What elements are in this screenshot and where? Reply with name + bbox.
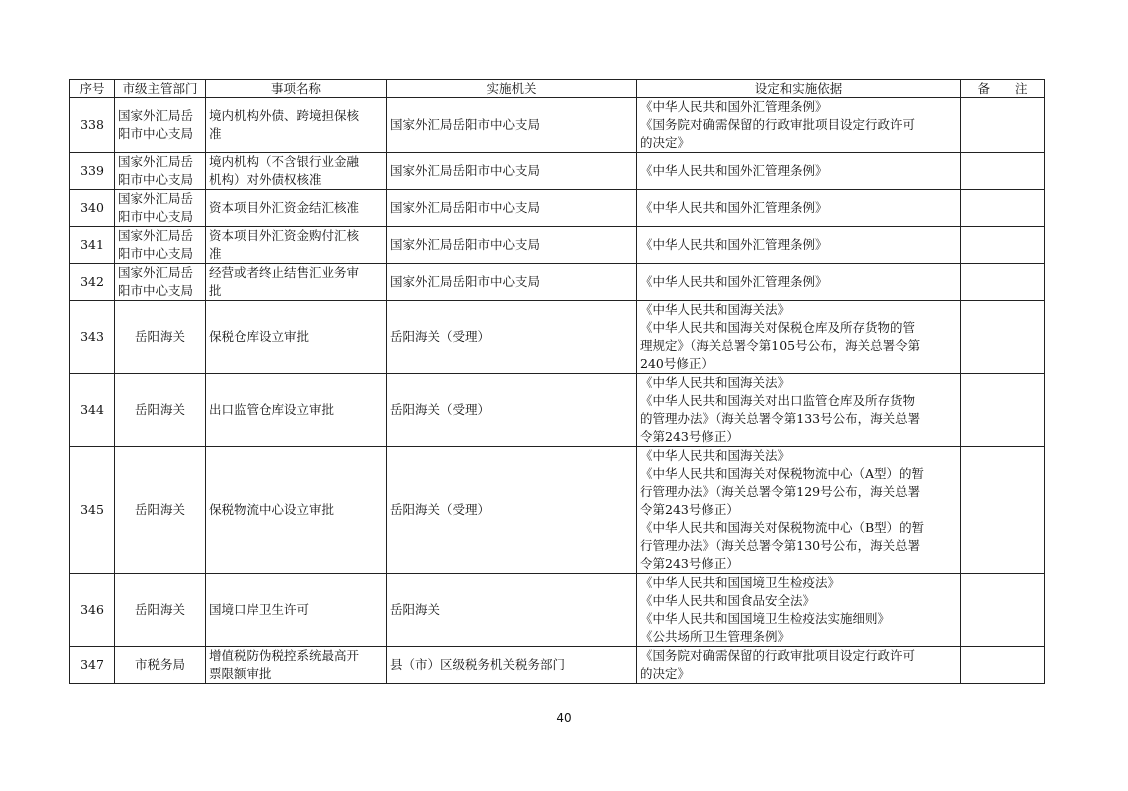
basis-cell xyxy=(637,153,961,190)
basis-cell-line: 行管理办法》（海关总署令第130号公布，海关总署 xyxy=(640,538,921,553)
agency-cell: 国家外汇局岳阳市中心支局 xyxy=(387,98,637,153)
department-cell-line: 阳市中心支局 xyxy=(118,283,194,298)
remarks-cell xyxy=(961,264,1045,301)
header-no: 序号 xyxy=(70,80,115,98)
department-cell xyxy=(115,264,206,301)
agency-cell: 县（市）区级税务机关税务部门 xyxy=(387,647,637,684)
basis-cell xyxy=(637,264,961,301)
basis-cell-line: 《中华人民共和国外汇管理条例》 xyxy=(640,163,828,178)
basis-cell-line: 《中华人民共和国国境卫生检疫法实施细则》 xyxy=(640,611,891,626)
row-number-cell: 340 xyxy=(70,190,115,227)
department-cell-line: 市税务局 xyxy=(134,657,185,672)
item-name-cell xyxy=(206,447,387,574)
basis-cell-line: 《中华人民共和国外汇管理条例》 xyxy=(640,200,828,215)
agency-cell: 国家外汇局岳阳市中心支局 xyxy=(387,153,637,190)
department-cell-line: 国家外汇局岳 xyxy=(118,228,194,243)
agency-cell: 国家外汇局岳阳市中心支局 xyxy=(387,264,637,301)
table-row xyxy=(70,98,1045,153)
basis-cell-line: 《中华人民共和国海关对出口监管仓库及所存货物 xyxy=(640,393,916,408)
basis-cell-line: 240号修正） xyxy=(640,356,714,371)
basis-cell-line: 理规定》（海关总署令第105号公布，海关总署令第 xyxy=(640,338,921,353)
remarks-cell xyxy=(961,301,1045,374)
header-department: 市级主管部门 xyxy=(115,80,206,98)
item-name-cell-line: 资本项目外汇资金结汇核准 xyxy=(209,200,360,215)
page-number: 40 xyxy=(556,711,572,725)
row-number-cell: 343 xyxy=(70,301,115,374)
table-row xyxy=(70,447,1045,574)
basis-cell-line: 《中华人民共和国海关法》 xyxy=(640,375,791,390)
department-cell-line: 岳阳海关 xyxy=(134,502,185,517)
table-row xyxy=(70,374,1045,447)
item-name-cell-line: 经营或者终止结售汇业务审 xyxy=(209,265,360,280)
department-cell-line: 国家外汇局岳 xyxy=(118,191,194,206)
row-number-cell: 342 xyxy=(70,264,115,301)
remarks-cell xyxy=(961,447,1045,574)
item-name-cell xyxy=(206,301,387,374)
item-name-cell-line: 增值税防伪税控系统最高开 xyxy=(209,648,360,663)
department-cell-line: 阳市中心支局 xyxy=(118,172,194,187)
table-row xyxy=(70,190,1045,227)
item-name-cell xyxy=(206,574,387,647)
remarks-cell xyxy=(961,190,1045,227)
remarks-cell xyxy=(961,647,1045,684)
basis-cell xyxy=(637,301,961,374)
basis-cell xyxy=(637,190,961,227)
item-name-cell-line: 境内机构外债、跨境担保核 xyxy=(209,108,360,123)
department-cell-line: 阳市中心支局 xyxy=(118,126,194,141)
table-row xyxy=(70,647,1045,684)
approval-items-table xyxy=(69,79,1045,684)
basis-cell-line: 《中华人民共和国海关对保税物流中心（B型）的暂 xyxy=(640,520,925,535)
remarks-cell xyxy=(961,98,1045,153)
item-name-cell xyxy=(206,374,387,447)
department-cell xyxy=(115,301,206,374)
department-cell xyxy=(115,574,206,647)
department-cell-line: 国家外汇局岳 xyxy=(118,108,194,123)
department-cell xyxy=(115,447,206,574)
table-row xyxy=(70,227,1045,264)
basis-cell-line: 令第243号修正） xyxy=(640,556,739,571)
item-name-cell-line: 保税物流中心设立审批 xyxy=(209,502,335,517)
department-cell-line: 岳阳海关 xyxy=(134,402,185,417)
header-item: 事项名称 xyxy=(206,80,387,98)
department-cell-line: 岳阳海关 xyxy=(134,329,185,344)
department-cell xyxy=(115,153,206,190)
basis-cell xyxy=(637,574,961,647)
remarks-cell xyxy=(961,574,1045,647)
item-name-cell-line: 保税仓库设立审批 xyxy=(209,329,310,344)
basis-cell-line: 《中华人民共和国海关对保税仓库及所存货物的管 xyxy=(640,320,916,335)
row-number-cell: 347 xyxy=(70,647,115,684)
item-name-cell xyxy=(206,264,387,301)
item-name-cell-line: 国境口岸卫生许可 xyxy=(209,602,310,617)
basis-cell-line: 《公共场所卫生管理条例》 xyxy=(640,629,791,644)
item-name-cell xyxy=(206,190,387,227)
row-number-cell: 338 xyxy=(70,98,115,153)
agency-cell: 岳阳海关（受理） xyxy=(387,447,637,574)
basis-cell-line: 《中华人民共和国海关对保税物流中心（A型）的暂 xyxy=(640,466,925,481)
row-number-cell: 341 xyxy=(70,227,115,264)
agency-cell: 国家外汇局岳阳市中心支局 xyxy=(387,190,637,227)
item-name-cell-line: 机构）对外债权核准 xyxy=(209,172,322,187)
row-number-cell: 346 xyxy=(70,574,115,647)
basis-cell-line: 的管理办法》（海关总署令第133号公布，海关总署 xyxy=(640,411,921,426)
agency-cell: 岳阳海关 xyxy=(387,574,637,647)
remarks-cell xyxy=(961,227,1045,264)
department-cell-line: 阳市中心支局 xyxy=(118,246,194,261)
department-cell-line: 国家外汇局岳 xyxy=(118,265,194,280)
item-name-cell xyxy=(206,227,387,264)
basis-cell-line: 《中华人民共和国外汇管理条例》 xyxy=(640,237,828,252)
basis-cell xyxy=(637,447,961,574)
item-name-cell-line: 准 xyxy=(209,126,222,141)
row-number-cell: 339 xyxy=(70,153,115,190)
basis-cell-line: 《中华人民共和国外汇管理条例》 xyxy=(640,99,828,114)
department-cell-line: 国家外汇局岳 xyxy=(118,154,194,169)
basis-cell-line: 《中华人民共和国外汇管理条例》 xyxy=(640,274,828,289)
row-number-cell: 345 xyxy=(70,447,115,574)
table-body xyxy=(70,98,1045,684)
header-remarks: 备 注 xyxy=(961,80,1045,98)
basis-cell xyxy=(637,374,961,447)
item-name-cell xyxy=(206,153,387,190)
basis-cell-line: 的决定》 xyxy=(640,666,691,681)
item-name-cell-line: 出口监管仓库设立审批 xyxy=(209,402,335,417)
basis-cell-line: 《中华人民共和国海关法》 xyxy=(640,302,791,317)
basis-cell-line: 《中华人民共和国海关法》 xyxy=(640,448,791,463)
department-cell xyxy=(115,98,206,153)
basis-cell-line: 《国务院对确需保留的行政审批项目设定行政许可 xyxy=(640,117,916,132)
table-row xyxy=(70,301,1045,374)
department-cell xyxy=(115,227,206,264)
department-cell xyxy=(115,190,206,227)
basis-cell xyxy=(637,98,961,153)
basis-cell-line: 《中华人民共和国国境卫生检疫法》 xyxy=(640,575,841,590)
basis-cell-line: 《国务院对确需保留的行政审批项目设定行政许可 xyxy=(640,648,916,663)
table-row xyxy=(70,264,1045,301)
header-basis: 设定和实施依据 xyxy=(637,80,961,98)
header-agency: 实施机关 xyxy=(387,80,637,98)
table-header-row xyxy=(70,80,1045,98)
basis-cell-line: 令第243号修正） xyxy=(640,429,739,444)
item-name-cell-line: 准 xyxy=(209,246,222,261)
item-name-cell xyxy=(206,98,387,153)
department-cell xyxy=(115,374,206,447)
item-name-cell-line: 资本项目外汇资金购付汇核 xyxy=(209,228,360,243)
item-name-cell-line: 票限额审批 xyxy=(209,666,272,681)
agency-cell: 国家外汇局岳阳市中心支局 xyxy=(387,227,637,264)
basis-cell-line: 的决定》 xyxy=(640,135,691,150)
agency-cell: 岳阳海关（受理） xyxy=(387,374,637,447)
department-cell xyxy=(115,647,206,684)
department-cell-line: 阳市中心支局 xyxy=(118,209,194,224)
basis-cell-line: 行管理办法》（海关总署令第129号公布，海关总署 xyxy=(640,484,921,499)
basis-cell xyxy=(637,227,961,264)
basis-cell-line: 令第243号修正） xyxy=(640,502,739,517)
table-row xyxy=(70,574,1045,647)
item-name-cell-line: 批 xyxy=(209,283,222,298)
remarks-cell xyxy=(961,153,1045,190)
basis-cell xyxy=(637,647,961,684)
basis-cell-line: 《中华人民共和国食品安全法》 xyxy=(640,593,816,608)
row-number-cell: 344 xyxy=(70,374,115,447)
item-name-cell-line: 境内机构（不含银行业金融 xyxy=(209,154,360,169)
agency-cell: 岳阳海关（受理） xyxy=(387,301,637,374)
item-name-cell xyxy=(206,647,387,684)
department-cell-line: 岳阳海关 xyxy=(134,602,185,617)
remarks-cell xyxy=(961,374,1045,447)
table-row xyxy=(70,153,1045,190)
